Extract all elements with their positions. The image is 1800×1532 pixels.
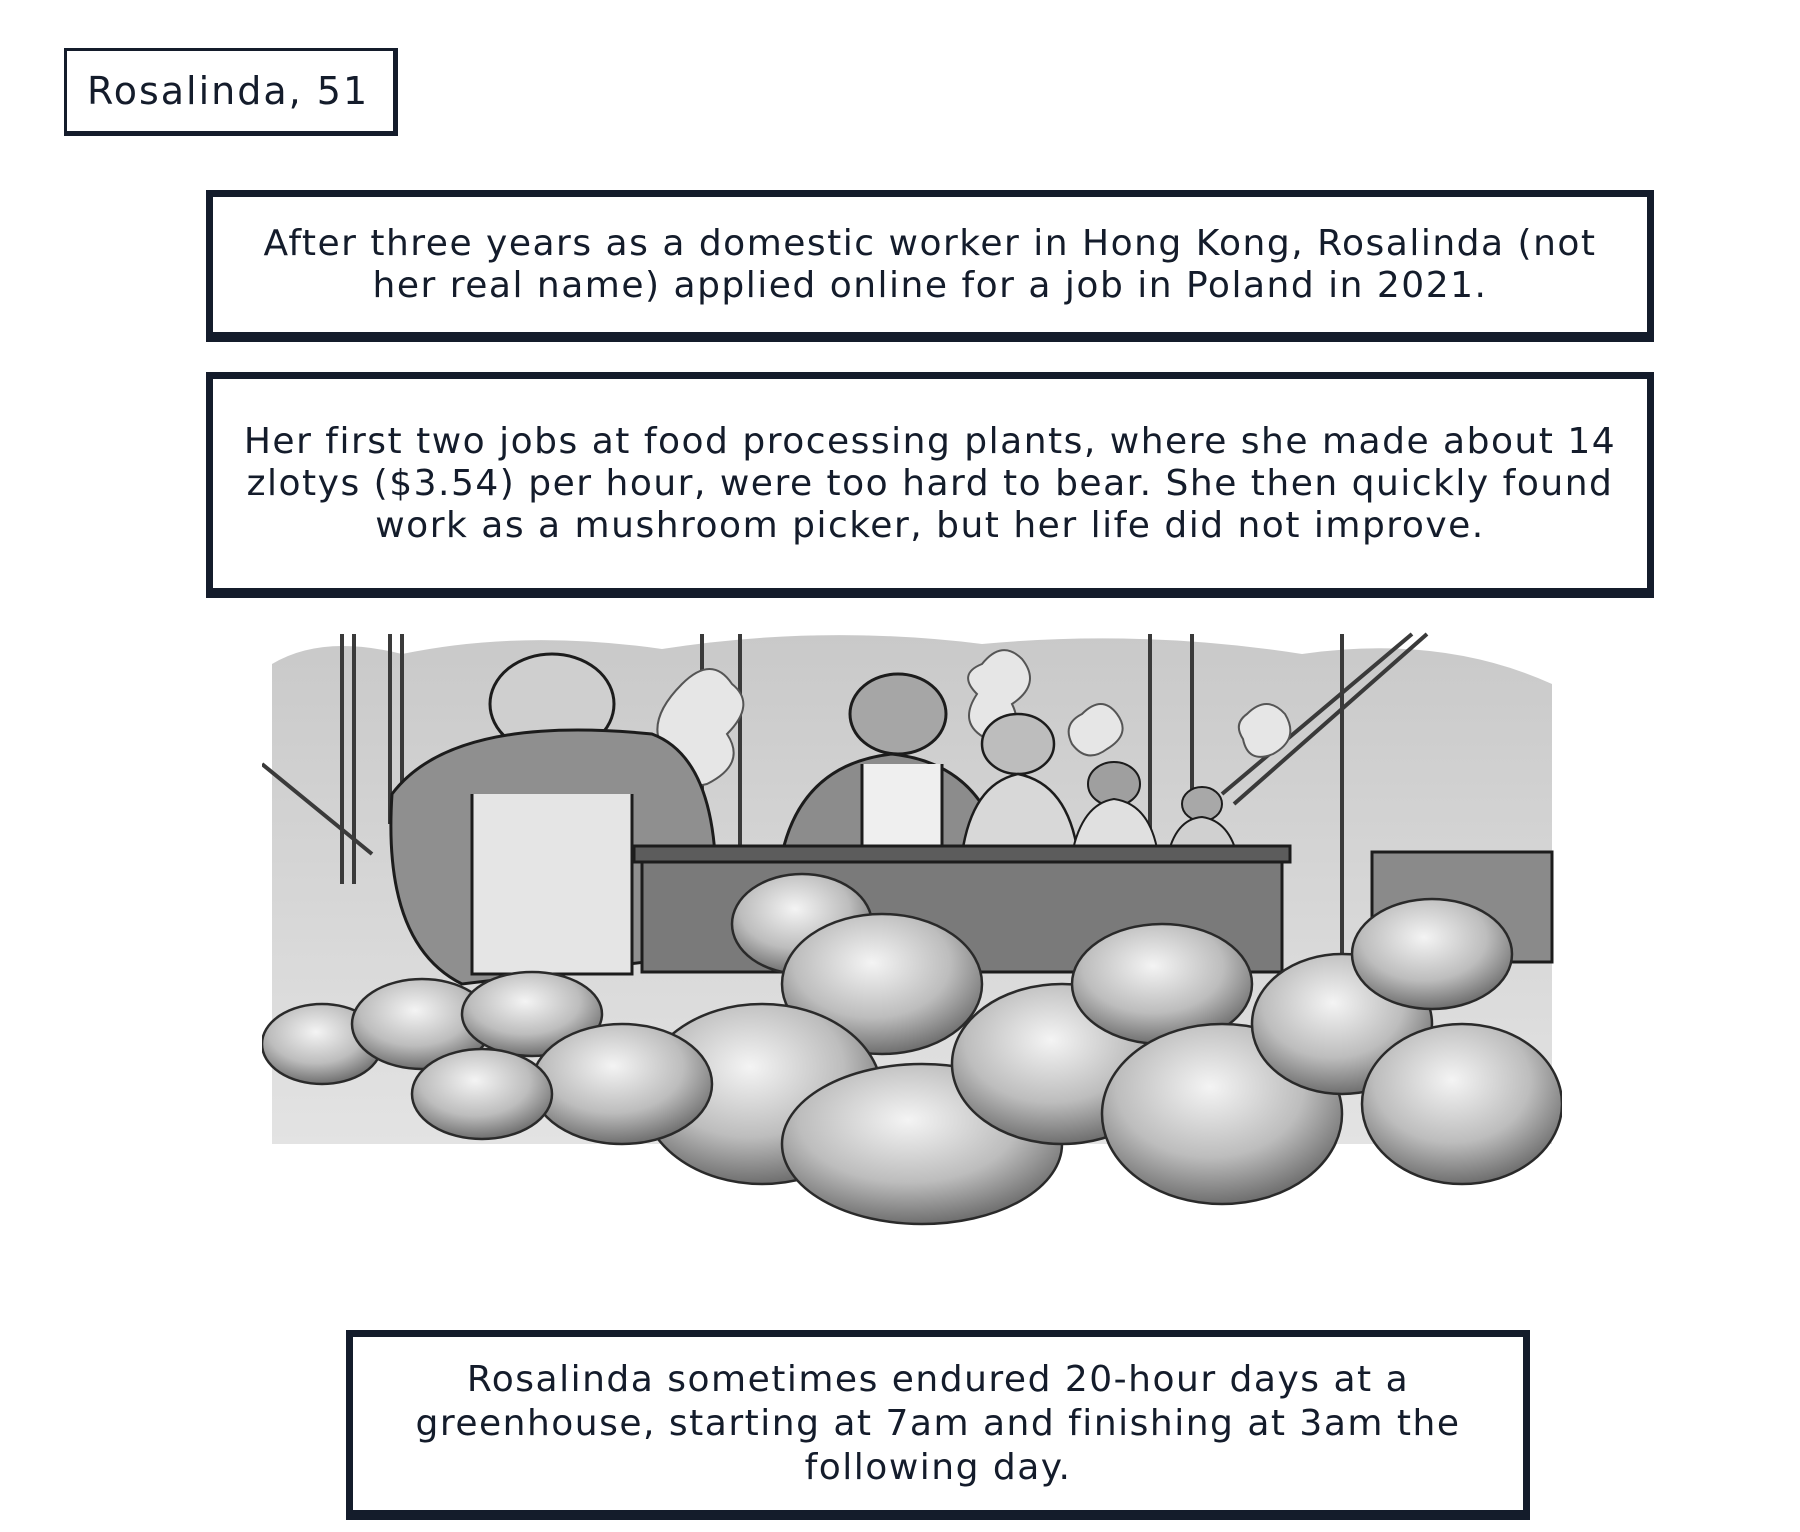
name-tag-label: Rosalinda, 51 [87,69,370,113]
caption-box-2 [206,372,1654,598]
caption-text-3: Rosalinda sometimes endured 20-hour days at a greenhouse, starting at 7am and finishing at 3am the following day. [415,1358,1461,1488]
caption-text-2: Her first two jobs at food processing plants, where she made about 14 zlotys ($3.54) per hour, were too hard to bear. She then quickly found work as a mushroom picker, but her life did not improve. [243,420,1617,546]
name-tag [64,48,398,136]
caption-box-1 [206,190,1654,342]
mushroom-workers-illustration [262,624,1562,1314]
caption-box-3 [346,1330,1530,1520]
caption-text-1: After three years as a domestic worker in Hong Kong, Rosalinda (not her real name) applied online for a job in Poland in 2021. [263,222,1597,306]
